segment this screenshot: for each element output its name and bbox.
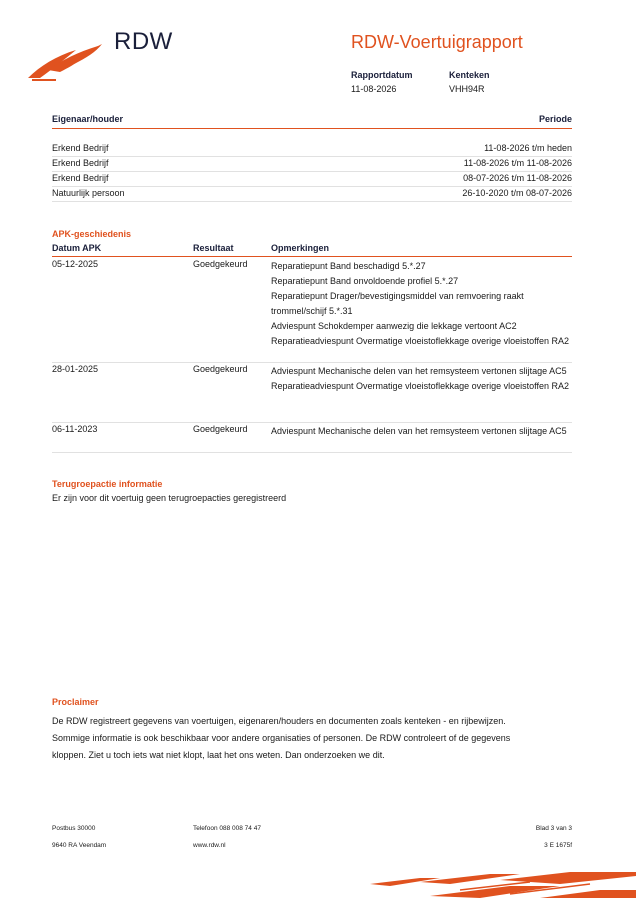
apk-result: Goedgekeurd <box>193 424 248 434</box>
logo-text: RDW <box>114 28 173 55</box>
plate-value: VHH94R <box>449 84 485 94</box>
owner-period: 08-07-2026 t/m 11-08-2026 <box>463 173 572 183</box>
owner-row <box>52 171 572 187</box>
apk-result: Goedgekeurd <box>193 364 248 374</box>
apk-row <box>52 362 572 423</box>
apk-date: 05-12-2025 <box>52 259 99 269</box>
apk-remark: Reparatieadviespunt Overmatige vloeistoflekkage overige vloeistoffen RA2 <box>271 336 570 346</box>
footer-doc-code: 3 E 1675f <box>544 842 572 849</box>
apk-table-header <box>52 242 572 257</box>
apk-section-title: APK-geschiedenis <box>52 229 132 239</box>
apk-remark: Adviespunt Mechanische delen van het remsysteem vertonen slijtage AC5 <box>271 366 567 376</box>
recall-section-title: Terugroepactie informatie <box>52 479 163 489</box>
footer-address: 9640 RA Veendam <box>52 842 107 849</box>
footer-postbus: Postbus 30000 <box>52 825 96 832</box>
footer-page-number: Blad 3 van 3 <box>535 825 572 832</box>
plate-label: Kenteken <box>449 70 490 80</box>
proclaimer-title: Proclaimer <box>52 697 99 707</box>
apk-result: Goedgekeurd <box>193 259 248 269</box>
apk-remark: Adviespunt Schokdemper aanwezig die lekkage vertoont AC2 <box>271 321 517 331</box>
owner-period: 11-08-2026 t/m 11-08-2026 <box>463 158 572 168</box>
apk-remarks <box>271 259 571 349</box>
apk-row <box>52 257 572 363</box>
apk-col-date: Datum APK <box>52 243 102 253</box>
owners-header-right: Periode <box>538 114 572 124</box>
proclaimer-line: De RDW registreert gegevens van voertuigen, eigenaren/houders en documenten zoals kenteken - en rijbewijzen. <box>52 716 506 726</box>
apk-remark: Reparatieadviespunt Overmatige vloeistoflekkage overige vloeistoffen RA2 <box>271 381 570 391</box>
rdw-logo-icon <box>26 40 104 82</box>
footer-stripes-decoration-icon <box>360 872 636 900</box>
report-date-label: Rapportdatum <box>351 70 413 80</box>
owner-row <box>52 141 572 157</box>
owners-header-left: Eigenaar/houder <box>52 114 124 124</box>
apk-col-remarks: Opmerkingen <box>271 243 330 253</box>
owner-period: 26-10-2020 t/m 08-07-2026 <box>462 188 572 198</box>
apk-col-result: Resultaat <box>193 243 234 253</box>
owners-header <box>52 114 572 129</box>
owner-name: Natuurlijk persoon <box>52 188 125 198</box>
proclaimer-line: Sommige informatie is ook beschikbaar voor andere organisaties of personen. De RDW controleert of de gegevens <box>52 733 511 743</box>
footer-website: www.rdw.nl <box>193 842 226 849</box>
owner-name: Erkend Bedrijf <box>52 173 109 183</box>
footer-phone: Telefoon 088 008 74 47 <box>193 825 261 832</box>
apk-remark: Reparatiepunt Band beschadigd 5.*.27 <box>271 261 426 271</box>
owner-period: 11-08-2026 t/m heden <box>484 143 572 153</box>
apk-remark: Reparatiepunt Band onvoldoende profiel 5.*.27 <box>271 276 459 286</box>
apk-date: 06-11-2023 <box>52 424 98 434</box>
apk-remark: Adviespunt Mechanische delen van het remsysteem vertonen slijtage AC5 <box>271 426 567 436</box>
recall-text: Er zijn voor dit voertuig geen terugroepacties geregistreerd <box>52 493 287 503</box>
apk-date: 28-01-2025 <box>52 364 99 374</box>
apk-row <box>52 422 572 453</box>
report-title: RDW-Voertuigrapport <box>351 32 523 52</box>
proclaimer-line: kloppen. Ziet u toch iets wat niet klopt, laat het ons weten. Dan onderzoeken we dit. <box>52 750 385 760</box>
proclaimer-text <box>52 713 592 764</box>
owner-name: Erkend Bedrijf <box>52 143 109 153</box>
apk-remark: Reparatiepunt Drager/bevestigingsmiddel van remvoering raakt trommel/schijf 5.*.31 <box>271 291 524 316</box>
owner-row <box>52 186 572 202</box>
owner-row <box>52 156 572 172</box>
apk-remarks <box>271 364 571 394</box>
report-date-value: 11-08-2026 <box>351 84 397 94</box>
apk-remarks <box>271 424 571 439</box>
owner-name: Erkend Bedrijf <box>52 158 109 168</box>
